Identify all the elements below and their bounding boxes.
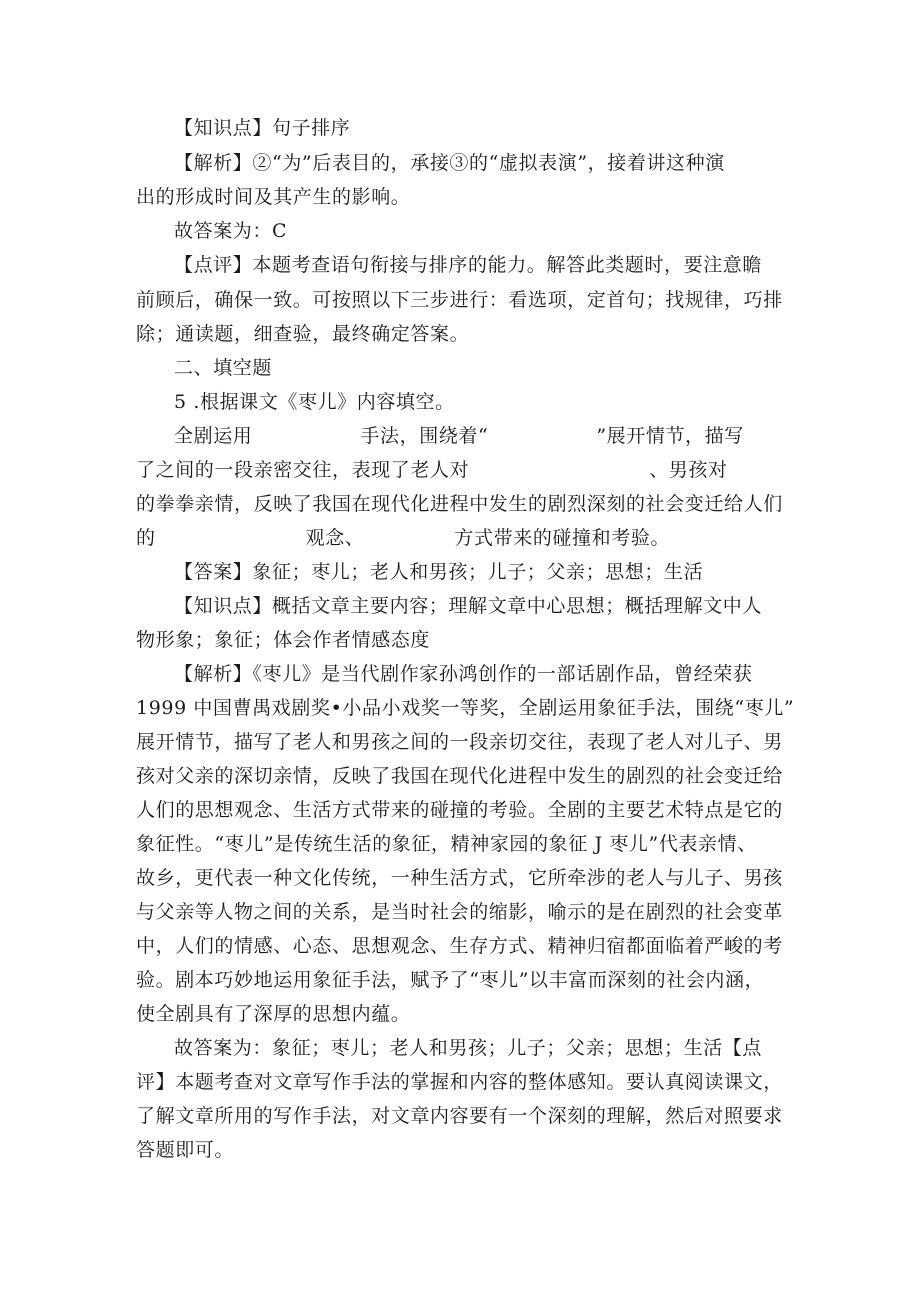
fill-blank-line: 的拳拳亲情，反映了我国在现代化进程中发生的剧烈深刻的社会变迁给人们 bbox=[136, 493, 783, 515]
fill-blank-text: 全剧运用 bbox=[174, 425, 253, 447]
comment-line: 前顾后，确保一致。可按照以下三步进行：看选项，定首句；找规律，巧排 bbox=[136, 289, 783, 311]
fill-blank-text: 的 bbox=[136, 527, 156, 549]
section-heading: 二、填空题 bbox=[174, 357, 273, 379]
analysis-line: 出的形成时间及其产生的影响。 bbox=[136, 186, 411, 208]
knowledge-point-line: 【知识点】句子排序 bbox=[174, 117, 351, 139]
analysis-line: 中，人们的情感、心态、思想观念、生存方式、精神归宿都面临着严峻的考 bbox=[136, 935, 783, 957]
analysis-line: 与父亲等人物之间的关系，是当时社会的缩影，喻示的是在剧烈的社会变革 bbox=[136, 901, 783, 923]
fill-blank-text: 观念、 bbox=[305, 527, 365, 549]
analysis-line: 1999 中国曹禺戏剧奖•小品小戏奖一等奖，全剧运用象征手法，围绕“枣儿” bbox=[136, 697, 795, 719]
knowledge-point-line: 物形象；象征；体会作者情感态度 bbox=[136, 629, 431, 651]
analysis-line: 验。剧本巧妙地运用象征手法，赋予了“枣儿”以丰富而深刻的社会内涵， bbox=[136, 969, 765, 991]
answer-line: 故答案为：象征；枣儿；老人和男孩；儿子；父亲；思想；生活【点 bbox=[174, 1037, 763, 1059]
analysis-line: 故乡，更代表一种文化传统，一种生活方式，它所牵涉的老人与儿子、男孩 bbox=[136, 867, 783, 889]
knowledge-point-line: 【知识点】概括文章主要内容；理解文章中心思想；概括理解文中人 bbox=[174, 595, 763, 617]
fill-blank-text: 方式带来的碰撞和考验。 bbox=[454, 527, 671, 549]
comment-line: 【点评】本题考查语句衔接与排序的能力。解答此类题时，要注意瞻 bbox=[174, 254, 763, 276]
fill-blank-text: 手法，围绕着“ bbox=[360, 425, 489, 447]
fill-blank-line bbox=[174, 424, 744, 448]
fill-blank-text: 了之间的一段亲密交往，表现了老人对 bbox=[136, 459, 470, 481]
analysis-line: 孩对父亲的深切亲情，反映了我国在现代化进程中发生的剧烈的社会变迁给 bbox=[136, 765, 783, 787]
analysis-line: 【解析】《枣儿》是当代剧作家孙鸿创作的一部话剧作品，曾经荣获 bbox=[174, 663, 753, 685]
analysis-line: 展开情节，描写了老人和男孩之间的一段亲切交往，表现了老人对儿子、男 bbox=[136, 731, 783, 753]
analysis-line: 【解析】②“为”后表目的，承接③的“虚拟表演”，接着讲这种演 bbox=[174, 152, 725, 174]
comment-line: 评】本题考查对文章写作手法的掌握和内容的整体感知。要认真阅读课文， bbox=[136, 1071, 783, 1093]
question-text: 5 .根据课文《枣儿》内容填空。 bbox=[174, 391, 455, 413]
fill-blank-line bbox=[136, 458, 728, 482]
comment-line: 了解文章所用的写作手法，对文章内容要有一个深刻的理解，然后对照要求 bbox=[136, 1105, 783, 1127]
answer-line: 【答案】象征；枣儿；老人和男孩；儿子；父亲；思想；生活 bbox=[174, 561, 704, 583]
fill-blank-line bbox=[136, 526, 670, 550]
comment-line: 除；通读题，细查验，最终确定答案。 bbox=[136, 323, 470, 345]
answer-line: 故答案为：C bbox=[174, 220, 288, 242]
fill-blank-text: 、男孩对 bbox=[649, 459, 728, 481]
comment-line: 答题即可。 bbox=[136, 1139, 235, 1161]
analysis-line: 使全剧具有了深厚的思想内蕴。 bbox=[136, 1003, 411, 1025]
analysis-line: 人们的思想观念、生活方式带来的碰撞的考验。全剧的主要艺术特点是它的 bbox=[136, 799, 783, 821]
analysis-line: 象征性。“枣儿”是传统生活的象征，精神家园的象征 J 枣儿”代表亲情、 bbox=[136, 833, 757, 855]
fill-blank-text: ”展开情节，描写 bbox=[596, 425, 744, 447]
